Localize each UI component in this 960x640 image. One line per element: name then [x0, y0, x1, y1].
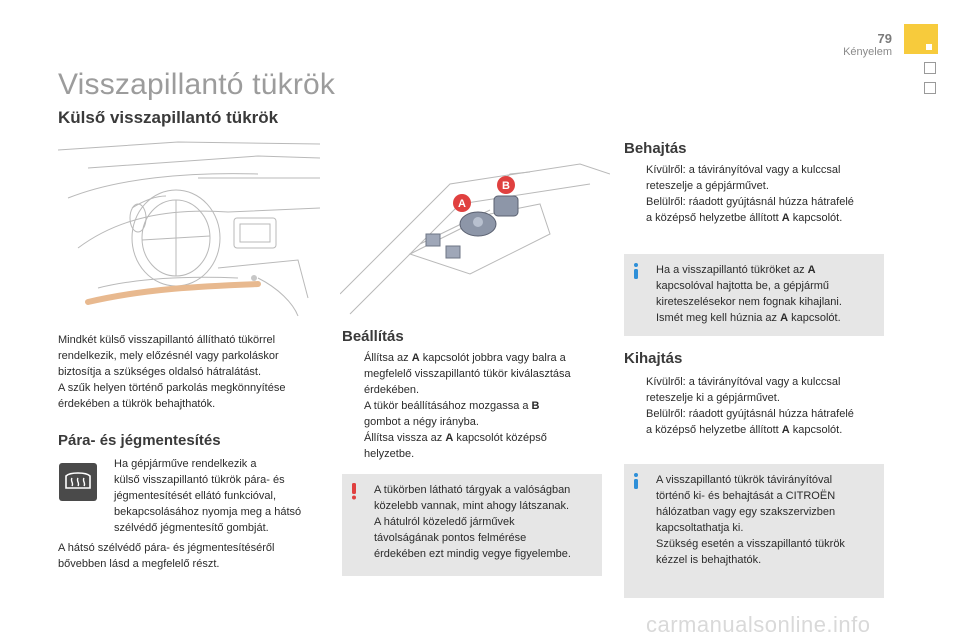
section-tab[interactable]: [924, 62, 936, 74]
warning-icon: [348, 482, 360, 500]
unfold-heading: Kihajtás: [624, 350, 683, 367]
watermark: carmanualsonline.info: [646, 612, 871, 637]
info-icon: [630, 472, 642, 490]
list-item: Állítsa vissza az A kapcsolót középső helyzetbe.: [364, 432, 547, 460]
section-name: Kényelem: [843, 46, 892, 58]
defrost-footer: A hátsó szélvédő pára- és jégmentesítéséről bővebben lásd a megfelelő részt.: [58, 542, 275, 570]
section-tab-active[interactable]: [904, 24, 938, 54]
list-item: Állítsa az A kapcsolót jobbra vagy balra a megfelelő visszapillantó tükör kiválasztása érdekében.: [364, 352, 571, 396]
switch-label-a: A: [458, 198, 466, 210]
list-item: Kívülről: a távirányítóval vagy a kulccsal reteszelje ki a gépjárművet.: [646, 376, 841, 404]
list-item: Belülről: ráadott gyújtásnál húzza hátrafelé a középső helyzetbe állított A kapcsolót.: [646, 408, 854, 436]
intro-text: Mindkét külső visszapillantó állítható tükörrel rendelkezik, mely előzésnél vagy parkoláskor biztosítja a szükséges oldalsó hátralátást. A szűk helyen történő parkolás megkönnyítése érdekében a tükrök behajthatók.: [58, 334, 286, 410]
list-item: A tükör beállításához mozgassa a B gombot a négy irányba.: [364, 400, 540, 428]
mirror-switch-illustration: [340, 144, 610, 316]
page-number: 79: [877, 31, 892, 46]
info-note-fold: Ha a visszapillantó tükröket az A kapcsolóval hajtotta be, a gépjármű kireteszelésekor nem fognak kihajlani. Ismét meg kell húznia az A kapcsolót.: [624, 254, 884, 336]
fold-heading: Behajtás: [624, 140, 687, 157]
warning-note: A tükörben látható tárgyak a valóságban közelebb vannak, mint ahogy látszanak. A hátulról közeledő járművek távolságának pontos felmérése érdekében ezt mindig vegye figyelembe.: [342, 474, 602, 576]
section-tab[interactable]: [924, 82, 936, 94]
info-icon: [630, 262, 642, 280]
fold-list: [624, 162, 894, 226]
section-subtitle: Külső visszapillantó tükrök: [58, 108, 279, 127]
list-item: Kívülről: a távirányítóval vagy a kulccsal reteszelje a gépjárművet.: [646, 164, 841, 192]
defrost-text: Ha gépjárműve rendelkezik a külső visszapillantó tükrök pára- és jégmentesítését ellátó funkcióval, bekapcsolásához nyomja meg a hátsó szélvédő jégmentesítő gombját.: [114, 458, 302, 534]
adjust-list: [342, 350, 602, 462]
rear-defrost-icon: [58, 462, 98, 502]
adjust-heading: Beállítás: [342, 328, 404, 345]
page-title: Visszapillantó tükrök: [58, 68, 336, 101]
unfold-list: [624, 374, 894, 438]
list-item: Belülről: ráadott gyújtásnál húzza hátrafelé a középső helyzetbe állított A kapcsolót.: [646, 196, 854, 224]
info-note-unfold: A visszapillantó tükrök távirányítóval történő ki- és behajtását a CITROËN hálózatban vagy egy szakszervizben kapcsoltathatja ki. Szükség esetén a visszapillantó tükrök kézzel is behajthatók.: [624, 464, 884, 598]
switch-label-b: B: [502, 180, 510, 192]
dashboard-illustration: [58, 138, 320, 318]
defrost-heading: Pára- és jégmentesítés: [58, 432, 221, 449]
